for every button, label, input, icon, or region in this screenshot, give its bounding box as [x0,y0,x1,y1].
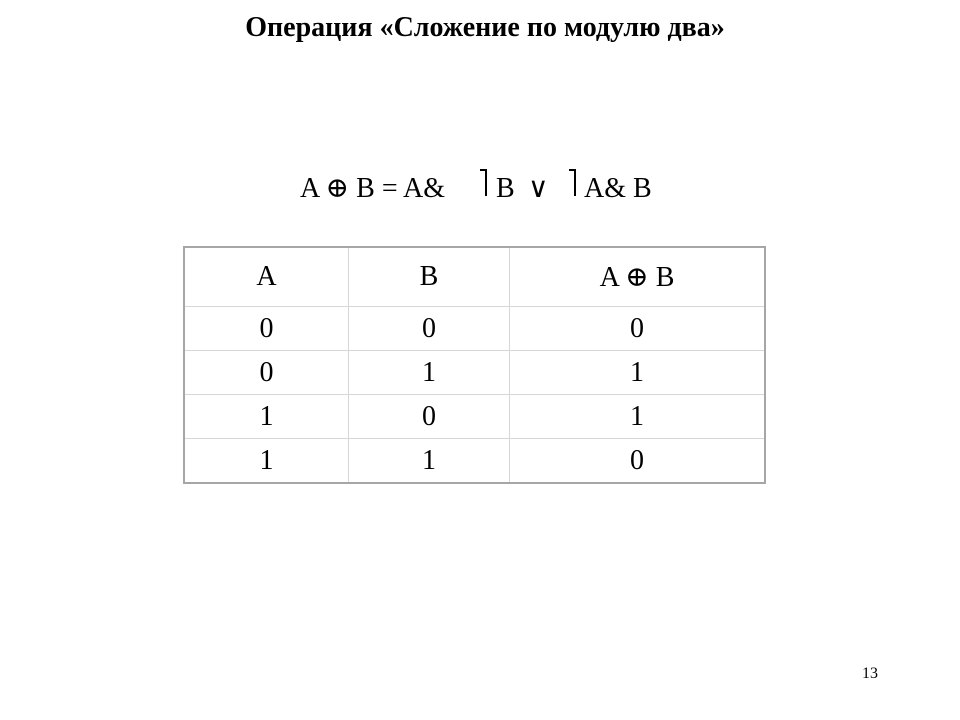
cell-a: 0 [184,307,349,351]
table-row [184,395,765,439]
cell-xor: 0 [510,307,766,351]
cell-a: 1 [184,439,349,484]
cell-xor: 0 [510,439,766,484]
formula-rhs: A& B [584,173,652,204]
formula-lhs: A ⊕ B = A& [300,173,446,204]
negation-mark-icon [480,169,487,196]
cell-a: 0 [184,351,349,395]
header-xor: A ⊕ B [510,247,766,307]
cell-xor: 1 [510,395,766,439]
cell-b: 1 [349,439,510,484]
slide-title: Операция «Сложение по модулю два» [245,12,725,43]
negation-mark-icon [569,169,576,196]
cell-b: 1 [349,351,510,395]
cell-xor: 1 [510,351,766,395]
formula-or-symbol: ∨ [528,173,549,204]
formula-negated-b: B [496,173,515,204]
table-row [184,307,765,351]
truth-table [183,246,766,484]
page-number: 13 [862,665,878,682]
header-b: B [349,247,510,307]
cell-b: 0 [349,307,510,351]
header-a: A [184,247,349,307]
table-row [184,439,765,484]
cell-a: 1 [184,395,349,439]
table-row [184,351,765,395]
cell-b: 0 [349,395,510,439]
table-header-row [184,247,765,307]
